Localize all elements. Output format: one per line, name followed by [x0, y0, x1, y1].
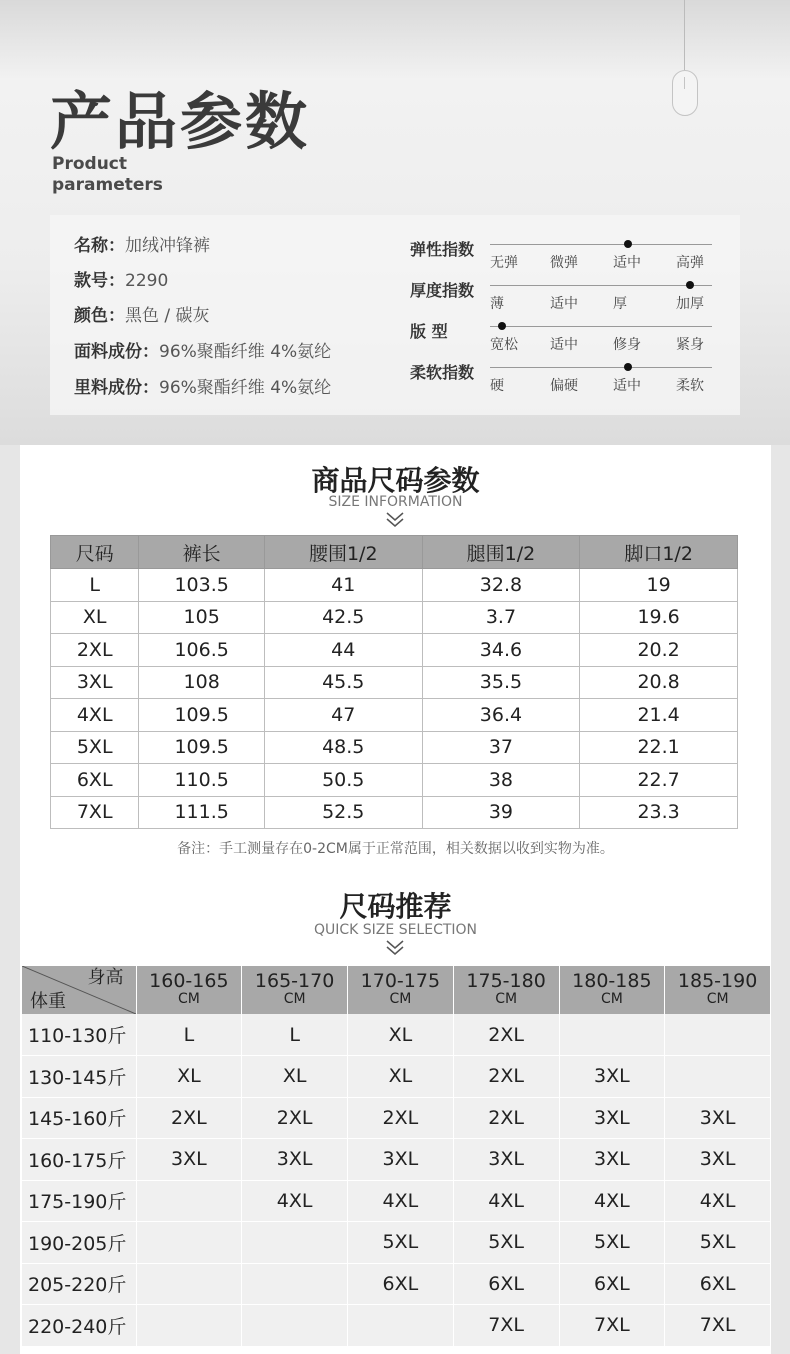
size-cell: 23.3 [580, 796, 738, 829]
recommended-size: 2XL [348, 1097, 454, 1139]
height-unit: CM [177, 991, 200, 1007]
size-cell: 103.5 [139, 569, 265, 602]
recommended-size: 6XL [559, 1263, 665, 1305]
recommended-size [136, 1222, 242, 1264]
table-row [22, 1139, 771, 1181]
recommended-size: XL [348, 1014, 454, 1056]
size-cell: 6XL [51, 764, 139, 797]
height-col-header [453, 966, 559, 1014]
recommended-size: 3XL [559, 1139, 665, 1181]
recommended-size: 2XL [453, 1014, 559, 1056]
scale-option-label: 微弹 [550, 255, 578, 271]
param-label: 款号： [74, 271, 125, 291]
scale-option-label: 修身 [613, 337, 641, 353]
corner-height-label: 身高 [87, 967, 124, 988]
height-unit: CM [389, 991, 412, 1007]
weight-range: 145-160斤 [22, 1097, 136, 1139]
param-value: 96%聚酯纤维 4%氨纶 [159, 342, 332, 362]
table-row [51, 666, 738, 699]
scale-option-label: 适中 [550, 337, 578, 353]
scale-selected-dot [498, 322, 506, 330]
weight-range: 205-220斤 [22, 1263, 136, 1305]
size-cell: 110.5 [139, 764, 265, 797]
size-cell: 20.8 [580, 666, 738, 699]
size-cell: 111.5 [139, 796, 265, 829]
recommended-size: 2XL [136, 1097, 242, 1139]
scale-track [490, 244, 712, 245]
rec-table-header [22, 966, 771, 1014]
table-row [22, 1056, 771, 1098]
corner-weight-label: 体重 [30, 991, 66, 1012]
table-row [22, 1222, 771, 1264]
table-row [51, 764, 738, 797]
size-cell: XL [51, 601, 139, 634]
recommended-size: 3XL [559, 1097, 665, 1139]
weight-range: 130-145斤 [22, 1056, 136, 1098]
param-value: 96%聚酯纤维 4%氨纶 [159, 378, 332, 398]
recommended-size: 4XL [559, 1180, 665, 1222]
height-range: 180-185 [572, 970, 652, 992]
size-cell: 34.6 [422, 634, 580, 667]
scale-track [490, 367, 712, 368]
height-col-header [665, 966, 771, 1014]
weight-range: 220-240斤 [22, 1305, 136, 1347]
size-cell: 3XL [51, 666, 139, 699]
hero-section [0, 0, 790, 445]
size-rec-subtitle: QUICK SIZE SELECTION [313, 922, 478, 938]
param-row [74, 301, 210, 326]
size-table [50, 535, 738, 829]
chevron-down-icon [385, 939, 405, 957]
scale-option-label: 适中 [613, 255, 641, 271]
hanging-cord [684, 0, 685, 70]
height-unit: CM [283, 991, 306, 1007]
table-row [22, 1305, 771, 1347]
size-cell: 32.8 [422, 569, 580, 602]
recommended-size: 4XL [665, 1180, 771, 1222]
scale-name: 柔软指数 [410, 363, 475, 382]
recommended-size: 6XL [665, 1263, 771, 1305]
size-cell: 5XL [51, 731, 139, 764]
height-col-header [348, 966, 454, 1014]
size-cell: 105 [139, 601, 265, 634]
param-label: 颜色： [74, 306, 125, 326]
param-row [74, 373, 331, 398]
scale-option-label: 高弹 [676, 255, 704, 271]
height-range: 165-170 [254, 970, 335, 992]
scale-option-label: 薄 [490, 296, 504, 312]
recommended-size: 7XL [665, 1305, 771, 1347]
mouse-icon [672, 70, 698, 116]
recommended-size: 5XL [453, 1222, 559, 1264]
scale-track [490, 285, 712, 286]
height-range: 170-175 [360, 970, 441, 992]
size-info-title: 商品尺码参数 [311, 464, 480, 497]
recommended-size: 2XL [453, 1056, 559, 1098]
param-label: 面料成份： [74, 342, 159, 362]
table-row [51, 569, 738, 602]
scale-option-label: 柔软 [676, 378, 704, 394]
recommended-size [242, 1263, 348, 1305]
param-value: 黑色 / 碳灰 [125, 306, 210, 326]
scale-track [490, 326, 712, 327]
scale-option-label: 适中 [550, 296, 578, 312]
height-unit: CM [706, 991, 729, 1007]
size-cell: 38 [422, 764, 580, 797]
recommended-size [665, 1014, 771, 1056]
scale-option-label: 适中 [613, 378, 641, 394]
param-value: 2290 [125, 271, 169, 291]
size-cell: 2XL [51, 634, 139, 667]
size-cell: 22.1 [580, 731, 738, 764]
table-row [22, 1263, 771, 1305]
recommended-size: 7XL [453, 1305, 559, 1347]
recommended-size: 6XL [453, 1263, 559, 1305]
recommended-size: 4XL [348, 1180, 454, 1222]
size-table-header [51, 536, 738, 569]
recommended-size: 6XL [348, 1263, 454, 1305]
recommended-size [136, 1263, 242, 1305]
table-row [22, 1097, 771, 1139]
param-value: 加绒冲锋裤 [125, 236, 210, 256]
scale-selected-dot [624, 240, 632, 248]
param-label: 里料成份： [74, 378, 159, 398]
size-cell: 19.6 [580, 601, 738, 634]
table-row [51, 601, 738, 634]
recommended-size: L [136, 1014, 242, 1056]
param-label: 名称： [74, 236, 125, 256]
recommended-size: 5XL [348, 1222, 454, 1264]
table-row [51, 731, 738, 764]
scale-name: 版 型 [410, 322, 448, 341]
recommended-size [559, 1014, 665, 1056]
scale-option-label: 硬 [490, 378, 504, 394]
param-row [74, 266, 168, 291]
size-panel [20, 445, 771, 1354]
size-cell: 106.5 [139, 634, 265, 667]
recommended-size: XL [348, 1056, 454, 1098]
recommended-size: 3XL [136, 1139, 242, 1181]
table-row [51, 699, 738, 732]
size-cell: 36.4 [422, 699, 580, 732]
page-subtitle-line-1: Product [52, 154, 127, 174]
size-cell: 39 [422, 796, 580, 829]
recommended-size: L [242, 1014, 348, 1056]
height-col-header [242, 966, 348, 1014]
size-info-subtitle: SIZE INFORMATION [328, 494, 463, 510]
recommended-size: 4XL [242, 1180, 348, 1222]
size-cell: 37 [422, 731, 580, 764]
recommended-size: 2XL [453, 1097, 559, 1139]
recommended-size: 3XL [665, 1139, 771, 1181]
page-subtitle-line-2: parameters [52, 175, 163, 195]
scale-option-label: 紧身 [676, 337, 704, 353]
recommended-size [665, 1056, 771, 1098]
recommended-size [242, 1222, 348, 1264]
recommended-size: 3XL [665, 1097, 771, 1139]
size-cell: 44 [264, 634, 422, 667]
recommended-size: 5XL [559, 1222, 665, 1264]
corner-cell [22, 966, 136, 1014]
size-cell: 22.7 [580, 764, 738, 797]
scale-option-label: 加厚 [676, 296, 704, 312]
size-cell: 42.5 [264, 601, 422, 634]
size-cell: 47 [264, 699, 422, 732]
size-cell: 52.5 [264, 796, 422, 829]
table-row [51, 796, 738, 829]
scale-option-label: 偏硬 [550, 378, 578, 394]
weight-range: 160-175斤 [22, 1139, 136, 1181]
size-cell: 19 [580, 569, 738, 602]
recommended-size: XL [242, 1056, 348, 1098]
size-cell: 45.5 [264, 666, 422, 699]
recommended-size: 4XL [453, 1180, 559, 1222]
size-rec-title: 尺码推荐 [339, 890, 452, 923]
recommended-size: 3XL [559, 1056, 665, 1098]
table-row [51, 634, 738, 667]
size-cell: 4XL [51, 699, 139, 732]
recommended-size [136, 1180, 242, 1222]
size-cell: 35.5 [422, 666, 580, 699]
product-params-box [50, 215, 740, 415]
size-cell: 48.5 [264, 731, 422, 764]
page-subtitle [52, 154, 163, 196]
height-range: 185-190 [677, 970, 758, 992]
recommended-size: 7XL [559, 1305, 665, 1347]
page-title: 产品参数 [50, 85, 311, 158]
recommended-size: 3XL [453, 1139, 559, 1181]
weight-range: 110-130斤 [22, 1014, 136, 1056]
scale-option-label: 无弹 [490, 255, 518, 271]
height-range: 160-165 [149, 970, 229, 992]
table-row [22, 1014, 771, 1056]
size-col-header: 脚口1/2 [580, 536, 738, 569]
size-col-header: 腰围1/2 [264, 536, 422, 569]
size-cell: 50.5 [264, 764, 422, 797]
recommended-size: 2XL [242, 1097, 348, 1139]
recommended-size [136, 1305, 242, 1347]
size-col-header: 腿围1/2 [422, 536, 580, 569]
height-unit: CM [600, 991, 623, 1007]
size-cell: 109.5 [139, 731, 265, 764]
weight-range: 190-205斤 [22, 1222, 136, 1264]
recommended-size [242, 1305, 348, 1347]
scale-selected-dot [624, 363, 632, 371]
recommended-size: XL [136, 1056, 242, 1098]
scale-option-label: 宽松 [490, 337, 518, 353]
table-row [22, 1180, 771, 1222]
height-unit: CM [495, 991, 518, 1007]
size-col-header: 裤长 [139, 536, 265, 569]
size-recommendation-table [22, 966, 771, 1347]
size-cell: 3.7 [422, 601, 580, 634]
size-cell: L [51, 569, 139, 602]
recommended-size: 3XL [348, 1139, 454, 1181]
recommended-size: 3XL [242, 1139, 348, 1181]
size-cell: 7XL [51, 796, 139, 829]
height-col-header [136, 966, 242, 1014]
height-col-header [559, 966, 665, 1014]
scale-option-label: 厚 [613, 296, 627, 312]
height-range: 175-180 [466, 970, 546, 992]
scale-name: 厚度指数 [410, 281, 475, 300]
recommended-size: 5XL [665, 1222, 771, 1264]
weight-range: 175-190斤 [22, 1180, 136, 1222]
scale-selected-dot [686, 281, 694, 289]
scale-name: 弹性指数 [410, 240, 475, 259]
recommended-size [348, 1305, 454, 1347]
chevron-down-icon [385, 511, 405, 529]
size-cell: 21.4 [580, 699, 738, 732]
size-cell: 109.5 [139, 699, 265, 732]
param-row [74, 337, 331, 362]
size-cell: 20.2 [580, 634, 738, 667]
size-cell: 41 [264, 569, 422, 602]
size-cell: 108 [139, 666, 265, 699]
measurement-note: 备注：手工测量存在0-2CM属于正常范围，相关数据以收到实物为准。 [177, 841, 614, 857]
param-row [74, 231, 210, 256]
size-col-header: 尺码 [51, 536, 139, 569]
